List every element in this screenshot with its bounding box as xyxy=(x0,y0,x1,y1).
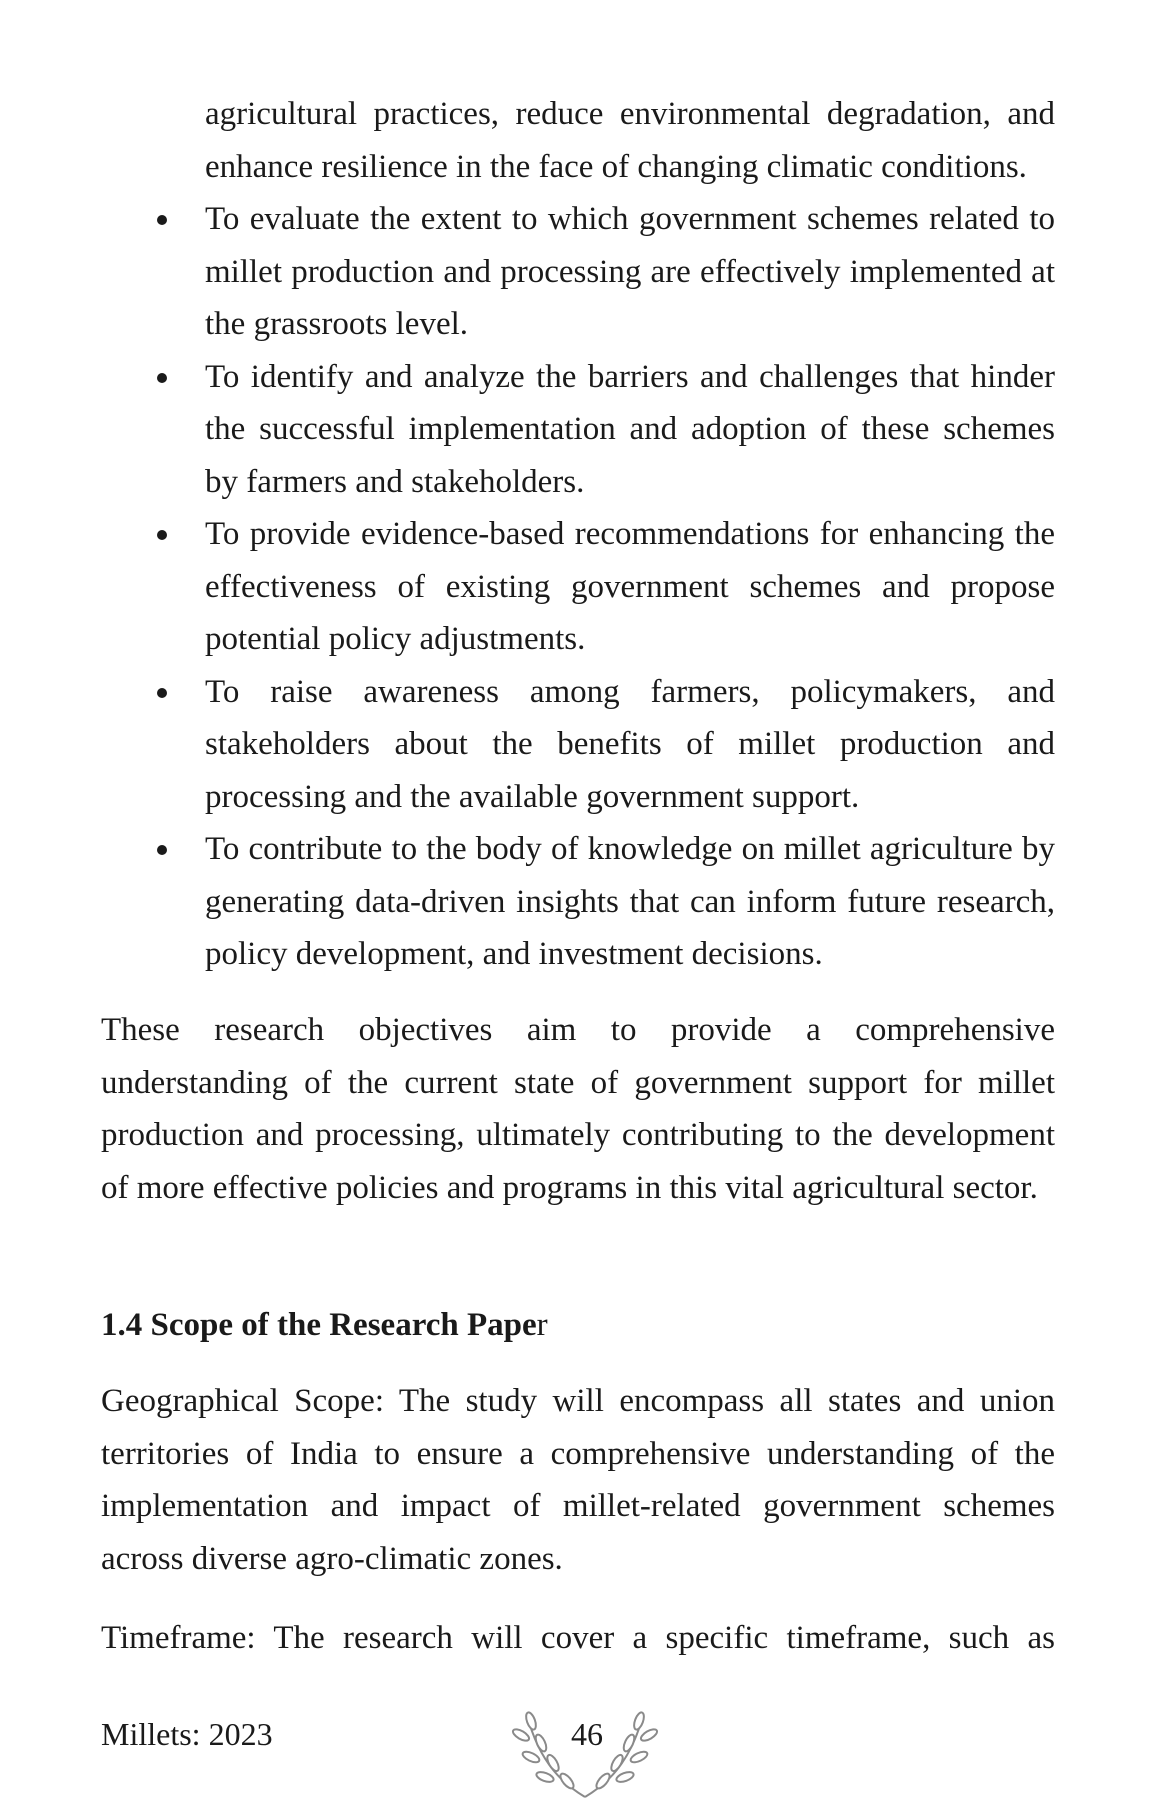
bullet-icon xyxy=(157,845,167,855)
list-item-text: To raise awareness among farmers, policymakers, and stakeholders about the benefits of millet production and processing and the available government support. xyxy=(205,673,1055,815)
bullet-icon xyxy=(157,215,167,225)
timeframe-paragraph: Timeframe: The research will cover a specific timeframe, such as xyxy=(101,1620,1055,1656)
list-item-text: To contribute to the body of knowledge on millet agriculture by generating data-driven insights that can inform future research, policy development, and investment decisions. xyxy=(205,831,1055,972)
list-item xyxy=(101,666,1055,824)
bullet-icon xyxy=(157,530,167,540)
geographical-scope-paragraph: Geographical Scope: The study will encompass all states and union territories of India to ensure a comprehensive understanding of the implementation and impact of millet-related government schemes across diverse agro-climatic zones. xyxy=(101,1383,1055,1577)
footer-book-title: Millets: 2023 xyxy=(101,1716,273,1752)
list-item xyxy=(101,823,1055,981)
section-heading-bold: 1.4 Scope of the Research Pape xyxy=(101,1307,537,1343)
list-item xyxy=(101,193,1055,351)
bullet-icon xyxy=(157,688,167,698)
list-item-text: To identify and analyze the barriers and challenges that hinder the successful implementation and adoption of these schemes by farmers and stakeholders. xyxy=(205,358,1055,500)
list-item-text: To provide evidence-based recommendations for enhancing the effectiveness of existing government schemes and propose potential policy adjustments. xyxy=(205,516,1055,657)
section-heading-tail: r xyxy=(536,1307,548,1343)
bullet-icon xyxy=(157,373,167,383)
list-item-text: To evaluate the extent to which government schemes related to millet production and processing are effectively implemented at the grassroots level. xyxy=(205,201,1055,342)
page-number: 46 xyxy=(571,1716,603,1752)
section-heading xyxy=(101,1299,548,1351)
objectives-list xyxy=(101,88,1055,981)
list-item xyxy=(101,508,1055,666)
continued-bullet-text: agricultural practices, reduce environmental degradation, and enhance resilience in the face of changing climatic conditions. xyxy=(205,96,1055,185)
objectives-summary-paragraph: These research objectives aim to provide a comprehensive understanding of the current state of government support for millet production and processing, ultimately contributing to the development of more effective policies and programs in this vital agricultural sector. xyxy=(101,1012,1055,1206)
list-item xyxy=(101,351,1055,509)
